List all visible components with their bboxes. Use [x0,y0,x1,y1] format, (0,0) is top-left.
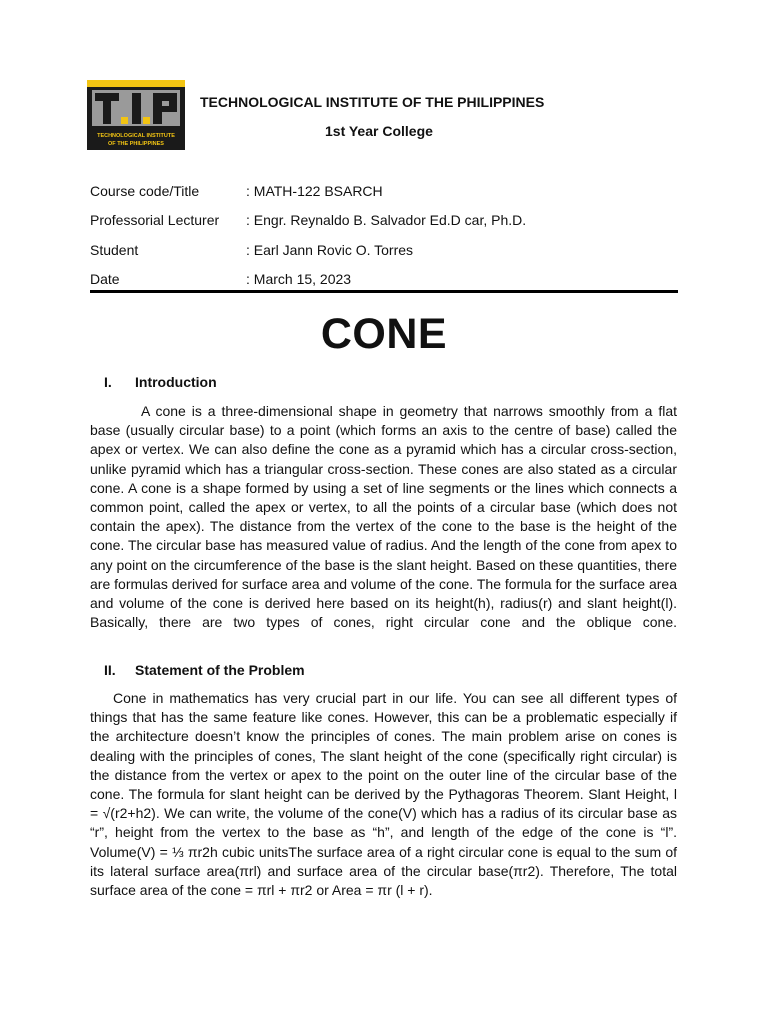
year-level: 1st Year College [325,123,433,139]
info-value: : MATH-122 BSARCH [246,183,383,199]
introduction-paragraph: A cone is a three-dimensional shape in geometry that narrows smoothly from a flat base (usually circular base) to a point (which forms an axis to the centre of base) called the apex or vertex. We can also define the cone as a pyramid which has a circular cross-section, unlike pyramid which has a triangular cross-section. These cones are also stated as a circular cone. A cone is a shape formed by using a set of line segments or the lines which connects a common point, called the apex or vertex, to all the points of a circular base (which does not contain the apex). The distance from the vertex of the cone to the base is the height of the cone. The circular base has measured value of radius. And the length of the cone from apex to any point on the circumference of the base is the slant height. Based on these quantities, there are formulas derived for surface area and volume of the cone. The formula for the surface area and volume of the cone is derived here based on its height(h), radius(r) and slant height(l). Basically, there are two types of cones, right circular cone and the oblique cone. [90,403,677,631]
info-value: : Engr. Reynaldo B. Salvador Ed.D car, Ph.D. [246,212,527,228]
section-title: Introduction [135,374,217,390]
svg-text:TECHNOLOGICAL INSTITUTE: TECHNOLOGICAL INSTITUTE [97,133,175,139]
info-label: Course code/Title [90,183,200,199]
problem-paragraph: Cone in mathematics has very crucial part in our life. You can see all different types of things that has the same feature like cones. However, this can be a problematic especially if the architecture doesn’t know the principles of cones. The main problem arise on cones is dealing with the principles of cones, The slant height of the cone (specifically right circular) is the distance from the vertex or apex to the point on the outer line of the circular base of the cone. The formula for slant height can be derived by the Pythagoras Theorem. Slant Height, l = √(r2+h2). We can write, the volume of the cone(V) which has a radius of its circular base as “r”, height from the vertex to the base as “h”, and length of the edge of the cone is “l”. Volume(V) = ⅓ πr2h cubic unitsThe surface area of a right circular cone is equal to the sum of its lateral surface area(πrl) and surface area of the circular base(πr2). Therefore, The total surface area of the cone = πrl + πr2 or Area = πr (l + r). [90,690,677,899]
tip-logo-graphic [87,80,185,150]
institution-name: TECHNOLOGICAL INSTITUTE OF THE PHILIPPINES [200,94,545,110]
info-label: Date [90,271,120,287]
header-divider [90,290,678,293]
section-title: Statement of the Problem [135,662,305,678]
info-value: : March 15, 2023 [246,271,352,287]
document-title: CONE [320,310,448,358]
section-number: II. [104,662,116,678]
info-label: Professorial Lecturer [90,212,220,228]
section-number: I. [104,374,112,390]
tip-logo [87,80,185,150]
info-label: Student [90,242,139,258]
info-value: : Earl Jann Rovic O. Torres [246,242,414,258]
svg-text:OF THE PHILIPPINES: OF THE PHILIPPINES [108,141,164,147]
